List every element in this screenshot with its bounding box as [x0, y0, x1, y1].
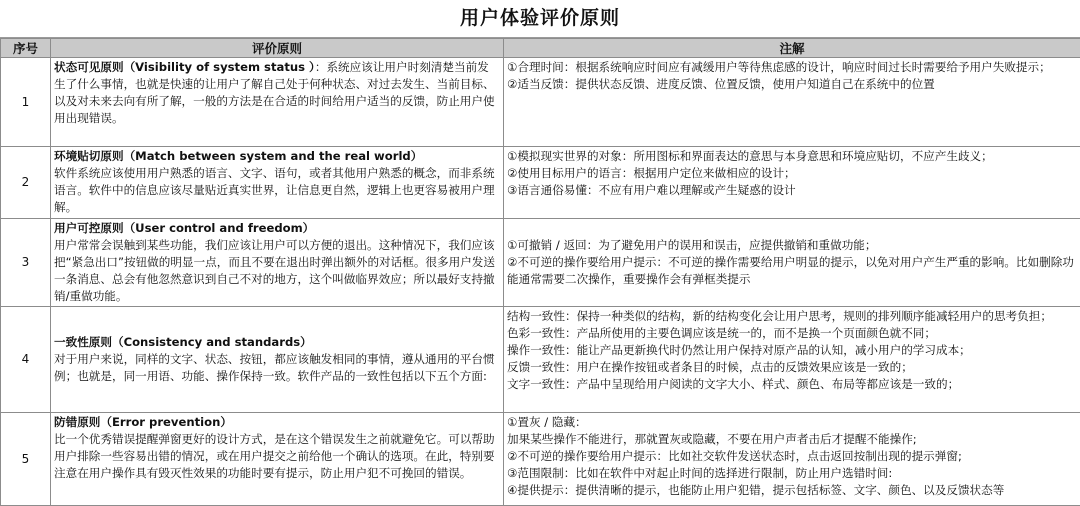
principle-desc: 用户常常会误触到某些功能，我们应该让用户可以方便的退出。这种情况下，我们应该把“紧急出口”按钮做的明显一点，而且不要在退出时弹出额外的对话框。很多用户发送一条消息、总会有他忽然意识到自己不对的地方，这个叫做临界效应；所以最好支持撤销/重做功能。 [54, 238, 495, 303]
note-line: ④提供提示：提供清晰的提示，也能防止用户犯错，提示包括标签、文字、颜色、以及反馈状态等 [507, 482, 1077, 499]
principle-desc: 对于用户来说，同样的文字、状态、按钮，都应该触发相同的事情，遵从通用的平台惯例；也就是，同一用语、功能、操作保持一致。软件产品的一致性包括以下五个方面: [54, 352, 495, 383]
note-spacer [507, 220, 1077, 237]
principle-desc: 比一个优秀错误提醒弹窗更好的设计方式，是在这个错误发生之前就避免它。可以帮助用户排除一些容易出错的情况，或在用户提交之前给他一个确认的选项。在此，特别要注意在用户操作具有毁灭性效果的功能时要有提示，防止用户犯不可挽回的错误。 [54, 432, 495, 480]
principle-desc: 软件系统应该使用用户熟悉的语言、文字、语句，或者其他用户熟悉的概念，而非系统语言。软件中的信息应该尽量贴近真实世界，让信息更自然，逻辑上也更容易被用户理解。 [54, 166, 495, 214]
note-line: 结构一致性：保持一种类似的结构，新的结构变化会让用户思考，规则的排列顺序能减轻用户的思考负担； [507, 308, 1077, 325]
principle-cell [51, 219, 504, 307]
table-row [1, 219, 1080, 307]
header-index: 序号 [1, 39, 51, 58]
note-cell [504, 147, 1080, 219]
note-line: ①模拟现实世界的对象：所用图标和界面表达的意思与本身意思和环境应贴切，不应产生歧义； [507, 148, 1077, 165]
page-title: 用户体验评价原则 [0, 0, 1080, 38]
note-line: 加果某些操作不能进行，那就置灰或隐藏，不要在用户声者击后才提醒不能操作; [507, 431, 1077, 448]
note-line: ②使用目标用户的语言：根据用户定位来做相应的设计； [507, 165, 1077, 182]
principle-cell [51, 58, 504, 147]
row-index: 5 [1, 413, 51, 506]
principle-cell [51, 147, 504, 219]
principle-name: 用户可控原则（User control and freedom） [54, 220, 495, 237]
note-line: ②适当反馈：提供状态反馈、进度反馈、位置反馈，使用户知道自己在系统中的位置 [507, 76, 1077, 93]
table-row [1, 147, 1080, 219]
note-cell [504, 58, 1080, 147]
note-cell [504, 413, 1080, 506]
principle-name: 环境贴切原则（Match between system and the real world） [54, 148, 495, 165]
row-index: 2 [1, 147, 51, 219]
header-row [1, 39, 1080, 58]
note-line: ①置灰 / 隐藏： [507, 414, 1077, 431]
note-line: ②不可逆的操作要给用户提示：比如社交软件发送状态时，点击返回按制出现的提示弹窗; [507, 448, 1077, 465]
note-line: ③范围限制：比如在软件中对起止时间的选择进行限制，防止用户选错时间: [507, 465, 1077, 482]
note-line: 色彩一致性：产品所使用的主要色调应该是统一的，而不是换一个页面颜色就不同； [507, 325, 1077, 342]
principle-desc: ：系统应该让用户时刻清楚当前发生了什么事情，也就是快速的让用户了解自己处于何种状态、对过去发生、当前目标、以及对未来去向有所了解，一般的方法是在合适的时间给用户适当的反馈，防止用户使用出现错误。 [54, 60, 495, 125]
note-line: ①合理时间：根据系统响应时间应有减缓用户等待焦虑感的设计，响应时间过长时需要给予用户失败提示； [507, 59, 1077, 76]
note-cell [504, 219, 1080, 307]
principle-name: 状态可见原则（Visibility of system status ） [54, 60, 315, 74]
principle-name: 一致性原则（Consistency and standards） [54, 334, 495, 351]
table-row [1, 413, 1080, 506]
note-line: 反馈一致性：用户在操作按钮或者条目的时候，点击的反馈效果应该是一致的； [507, 359, 1077, 376]
evaluation-table [0, 38, 1080, 506]
note-line: 操作一致性：能让产品更新换代时仍然让用户保持对原产品的认知，减小用户的学习成本； [507, 342, 1077, 359]
note-line: ②不可逆的操作要给用户提示：不可逆的操作需要给用户明显的提示，以免对用户产生严重的影响。比如删除功能通常需要二次操作，重要操作会有弹框类提示 [507, 254, 1077, 288]
principle-name: 防错原则（Error prevention） [54, 414, 495, 431]
principle-cell [51, 307, 504, 413]
table-row [1, 58, 1080, 147]
table-row [1, 307, 1080, 413]
row-index: 3 [1, 219, 51, 307]
row-index: 4 [1, 307, 51, 413]
header-note: 注解 [504, 39, 1080, 58]
note-line: ①可撤销 / 返回：为了避免用户的误用和误击，应提供撤销和重做功能； [507, 237, 1077, 254]
note-line: 文字一致性：产品中呈现给用户阅读的文字大小、样式、颜色、布局等都应该是一致的； [507, 376, 1077, 393]
note-line: ③语言通俗易懂：不应有用户难以理解或产生疑惑的设计 [507, 182, 1077, 199]
note-cell [504, 307, 1080, 413]
row-index: 1 [1, 58, 51, 147]
header-principle: 评价原则 [51, 39, 504, 58]
principle-cell [51, 413, 504, 506]
